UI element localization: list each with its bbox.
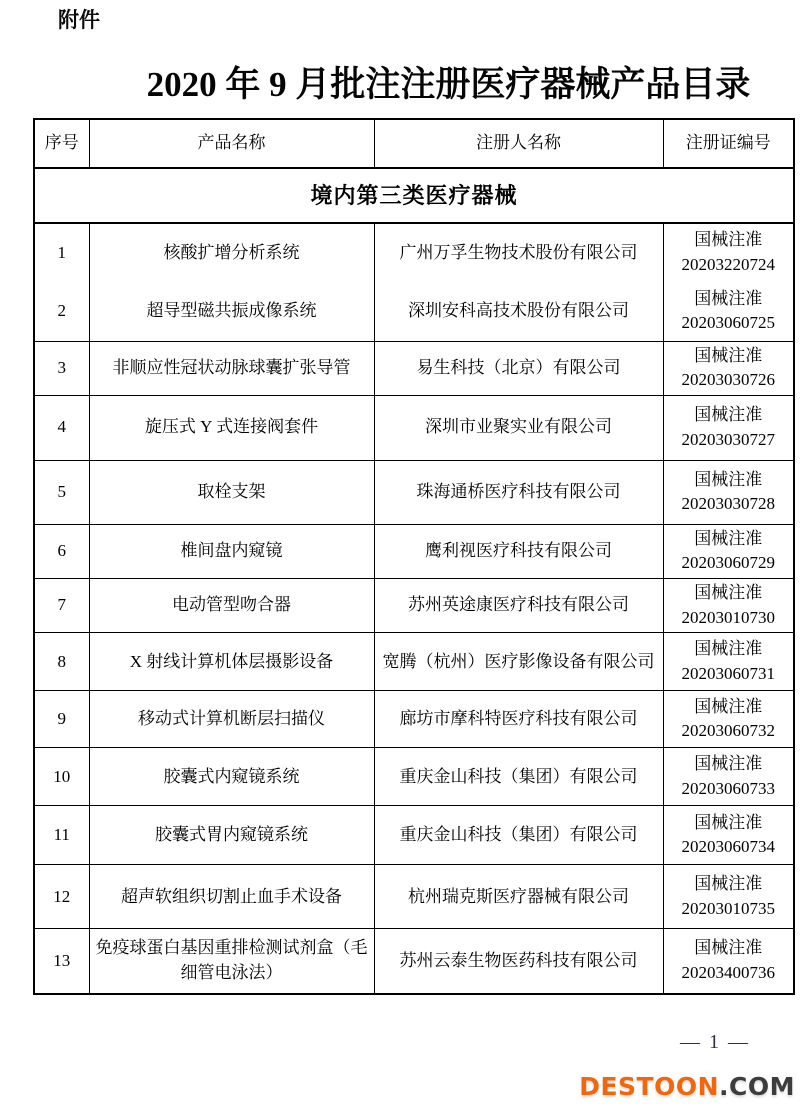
- table-row: [34, 806, 794, 865]
- cell-cert-number: [663, 806, 794, 865]
- cell-cert-number: [663, 579, 794, 633]
- table-row: [34, 341, 794, 395]
- header-cell-index: 序号: [34, 119, 89, 168]
- table-row: [34, 223, 794, 282]
- cell-cert-number: [663, 460, 794, 524]
- table-body: [34, 168, 794, 994]
- cert-prefix-line: 国械注准: [694, 583, 763, 603]
- cell-index: 11: [34, 806, 89, 865]
- attachment-label: 附件: [58, 9, 100, 32]
- cell-product-name: 胶囊式胃内窥镜系统: [89, 806, 374, 865]
- cell-registrant-name: 廊坊市摩科特医疗科技有限公司: [374, 691, 663, 748]
- cert-prefix-line: 国械注准: [694, 754, 763, 774]
- cert-prefix-line: 国械注准: [694, 469, 763, 489]
- cell-product-name: 旋压式 Y 式连接阀套件: [89, 395, 374, 460]
- cell-registrant-name: 深圳市业聚实业有限公司: [374, 395, 663, 460]
- cell-registrant-name: 宽腾（杭州）医疗影像设备有限公司: [374, 633, 663, 691]
- cell-registrant-name: 鹰利视医疗科技有限公司: [374, 524, 663, 578]
- page-number: — 1 —: [680, 1031, 750, 1053]
- cell-product-name: X 射线计算机体层摄影设备: [89, 633, 374, 691]
- cert-number-line: 20203060729: [681, 553, 775, 573]
- watermark-brand: DESTOON: [579, 1072, 720, 1101]
- cell-registrant-name: 广州万孚生物技术股份有限公司: [374, 223, 663, 282]
- table-row: [34, 865, 794, 929]
- cell-product-name: 胶囊式内窥镜系统: [89, 748, 374, 806]
- watermark-suffix: .COM: [719, 1072, 795, 1101]
- cert-number-line: 20203030728: [681, 494, 775, 514]
- cell-cert-number: [663, 341, 794, 395]
- cell-index: 13: [34, 929, 89, 994]
- cert-number-line: 20203010730: [681, 607, 775, 627]
- cell-cert-number: [663, 223, 794, 282]
- section-header-row: [34, 168, 794, 223]
- cell-index: 2: [34, 282, 89, 341]
- cell-product-name: 移动式计算机断层扫描仪: [89, 691, 374, 748]
- cert-number-line: 20203060732: [681, 721, 775, 741]
- cert-number-line: 20203030727: [681, 429, 775, 449]
- table-row: [34, 579, 794, 633]
- table-row: [34, 524, 794, 578]
- table-row: [34, 691, 794, 748]
- cell-product-name: 超声软组织切割止血手术设备: [89, 865, 374, 929]
- cell-index: 4: [34, 395, 89, 460]
- cell-cert-number: [663, 865, 794, 929]
- header-cell-registrant: 注册人名称: [374, 119, 663, 168]
- cell-cert-number: [663, 748, 794, 806]
- table-row: [34, 460, 794, 524]
- cell-index: 10: [34, 748, 89, 806]
- cell-index: 1: [34, 223, 89, 282]
- cell-index: 9: [34, 691, 89, 748]
- cell-cert-number: [663, 691, 794, 748]
- section-header-title: 境内第三类医疗器械: [34, 168, 794, 223]
- header-cell-product: 产品名称: [89, 119, 374, 168]
- cert-prefix-line: 国械注准: [694, 874, 763, 894]
- table-row: [34, 282, 794, 341]
- cell-product-name: 非顺应性冠状动脉球囊扩张导管: [89, 341, 374, 395]
- cell-product-name: 取栓支架: [89, 460, 374, 524]
- cell-cert-number: [663, 929, 794, 994]
- cert-prefix-line: 国械注准: [694, 639, 763, 659]
- cell-product-name: 核酸扩增分析系统: [89, 223, 374, 282]
- cell-index: 12: [34, 865, 89, 929]
- cert-number-line: 20203220724: [681, 255, 775, 274]
- watermark: [579, 1072, 795, 1101]
- cell-index: 7: [34, 579, 89, 633]
- cell-registrant-name: 深圳安科高技术股份有限公司: [374, 282, 663, 341]
- cert-prefix-line: 国械注准: [694, 230, 763, 250]
- cert-number-line: 20203400736: [681, 963, 775, 983]
- cell-registrant-name: 重庆金山科技（集团）有限公司: [374, 748, 663, 806]
- cell-cert-number: [663, 524, 794, 578]
- cell-registrant-name: 苏州英途康医疗科技有限公司: [374, 579, 663, 633]
- document-title: 2020 年 9 月批注注册医疗器械产品目录: [146, 65, 751, 104]
- cert-prefix-line: 国械注准: [694, 288, 763, 308]
- cert-number-line: 20203060733: [681, 778, 775, 798]
- cert-prefix-line: 国械注准: [694, 696, 763, 716]
- table-header-row: [34, 119, 794, 168]
- header-cell-cert: 注册证编号: [663, 119, 794, 168]
- cert-number-line: 20203060725: [681, 313, 775, 333]
- cell-registrant-name: 杭州瑞克斯医疗器械有限公司: [374, 865, 663, 929]
- cert-prefix-line: 国械注准: [694, 345, 763, 365]
- table-row: [34, 929, 794, 994]
- cert-number-line: 20203060731: [681, 663, 775, 683]
- cell-cert-number: [663, 395, 794, 460]
- cell-registrant-name: 重庆金山科技（集团）有限公司: [374, 806, 663, 865]
- table-row: [34, 633, 794, 691]
- cell-registrant-name: 珠海通桥医疗科技有限公司: [374, 460, 663, 524]
- cert-number-line: 20203010735: [681, 898, 775, 918]
- device-registry-table: [33, 118, 795, 995]
- table-row: [34, 395, 794, 460]
- cert-prefix-line: 国械注准: [694, 528, 763, 548]
- table-row: [34, 748, 794, 806]
- cell-product-name: 椎间盘内窥镜: [89, 524, 374, 578]
- cell-cert-number: [663, 633, 794, 691]
- cert-prefix-line: 国械注准: [694, 812, 763, 832]
- cell-registrant-name: 苏州云泰生物医药科技有限公司: [374, 929, 663, 994]
- cert-number-line: 20203060734: [681, 837, 775, 857]
- cell-index: 3: [34, 341, 89, 395]
- cell-registrant-name: 易生科技（北京）有限公司: [374, 341, 663, 395]
- cell-index: 6: [34, 524, 89, 578]
- cell-index: 8: [34, 633, 89, 691]
- cell-index: 5: [34, 460, 89, 524]
- cell-product-name: 免疫球蛋白基因重排检测试剂盒（毛细管电泳法）: [89, 929, 374, 994]
- cert-prefix-line: 国械注准: [694, 938, 763, 958]
- cell-cert-number: [663, 282, 794, 341]
- cert-prefix-line: 国械注准: [694, 405, 763, 425]
- cell-product-name: 超导型磁共振成像系统: [89, 282, 374, 341]
- cert-number-line: 20203030726: [681, 370, 775, 390]
- cell-product-name: 电动管型吻合器: [89, 579, 374, 633]
